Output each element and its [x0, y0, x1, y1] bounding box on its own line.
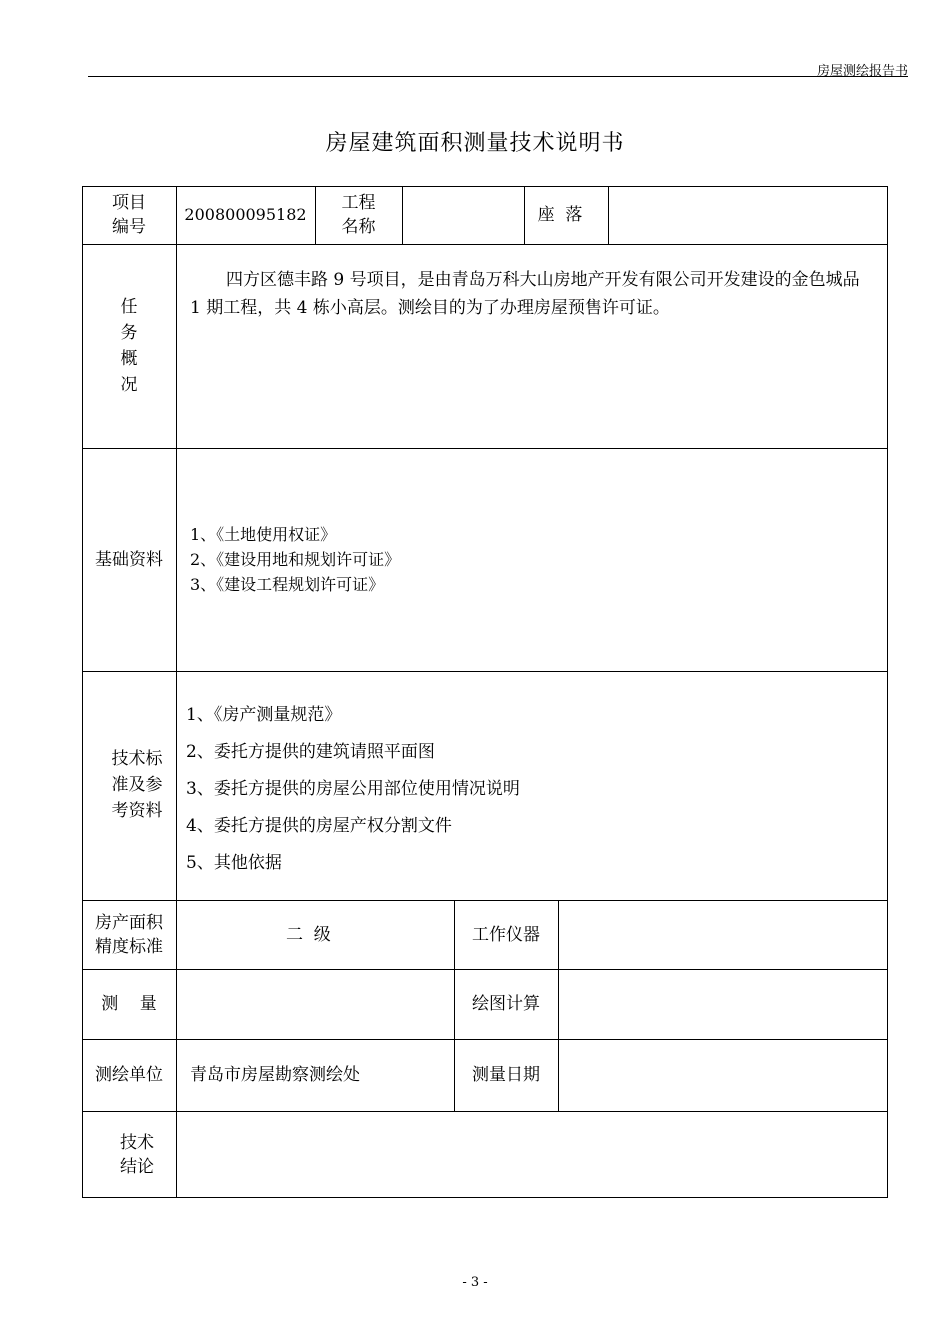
technical-conclusion-value	[176, 1111, 888, 1198]
technical-standards-label: 技术标 准及参 考资料	[111, 749, 163, 821]
list-item: 1、《房产测量规范》	[186, 705, 342, 725]
col-divider	[176, 186, 177, 1198]
project-name-value	[402, 186, 524, 244]
list-item: 2、委托方提供的建筑请照平面图	[186, 742, 435, 762]
drawing-calculation-value	[558, 969, 888, 1039]
surveying-unit-label: 测绘单位	[95, 1065, 163, 1085]
drawing-calculation-label: 绘图计算	[472, 994, 540, 1014]
project-number-label: 项目 编号	[112, 193, 146, 237]
surveying-unit-value: 青岛市房屋勘察测绘处	[190, 1065, 360, 1085]
row-divider	[82, 244, 888, 245]
accuracy-standard-label: 房产面积 精度标准	[95, 912, 163, 957]
task-overview-text: 四方区德丰路 9 号项目，是由青岛万科大山房地产开发有限公司开发建设的金色城品 1 期工程，共 4 栋小高层。测绘目的为了办理房屋预售许可证。	[190, 270, 860, 318]
header-rule	[88, 76, 908, 77]
technical-conclusion-label: 技术 结论	[120, 1132, 154, 1177]
page-number: - 3 -	[462, 1275, 488, 1290]
instrument-value	[558, 900, 888, 969]
list-item: 3、《建设工程规划许可证》	[190, 575, 385, 594]
accuracy-standard-value: 二 级	[286, 924, 331, 945]
basis-materials-list	[190, 522, 400, 597]
row-divider	[82, 671, 888, 672]
technical-standards-list	[186, 697, 520, 882]
location-value	[608, 186, 888, 244]
survey-value	[176, 969, 454, 1039]
document-title: 房屋建筑面积测量技术说明书	[325, 131, 625, 156]
survey-date-value	[558, 1039, 888, 1111]
instrument-label: 工作仪器	[472, 924, 540, 945]
survey-date-label: 测量日期	[472, 1065, 540, 1085]
list-item: 2、《建设用地和规划许可证》	[190, 550, 401, 569]
project-name-label: 工程 名称	[341, 193, 376, 237]
list-item: 3、委托方提供的房屋公用部位使用情况说明	[186, 779, 520, 799]
header-title: 房屋测绘报告书	[816, 64, 908, 79]
row-divider	[82, 448, 888, 449]
list-item: 5、其他依据	[186, 853, 282, 873]
list-item: 4、委托方提供的房屋产权分割文件	[186, 816, 452, 836]
list-item: 1、《土地使用权证》	[190, 525, 337, 544]
survey-label: 测 量	[101, 994, 157, 1014]
project-number-value: 200800095182	[184, 205, 307, 224]
basis-materials-label: 基础资料	[95, 549, 163, 570]
location-label: 座 落	[537, 205, 583, 225]
task-overview-label: 任 务 概 况	[120, 297, 138, 395]
